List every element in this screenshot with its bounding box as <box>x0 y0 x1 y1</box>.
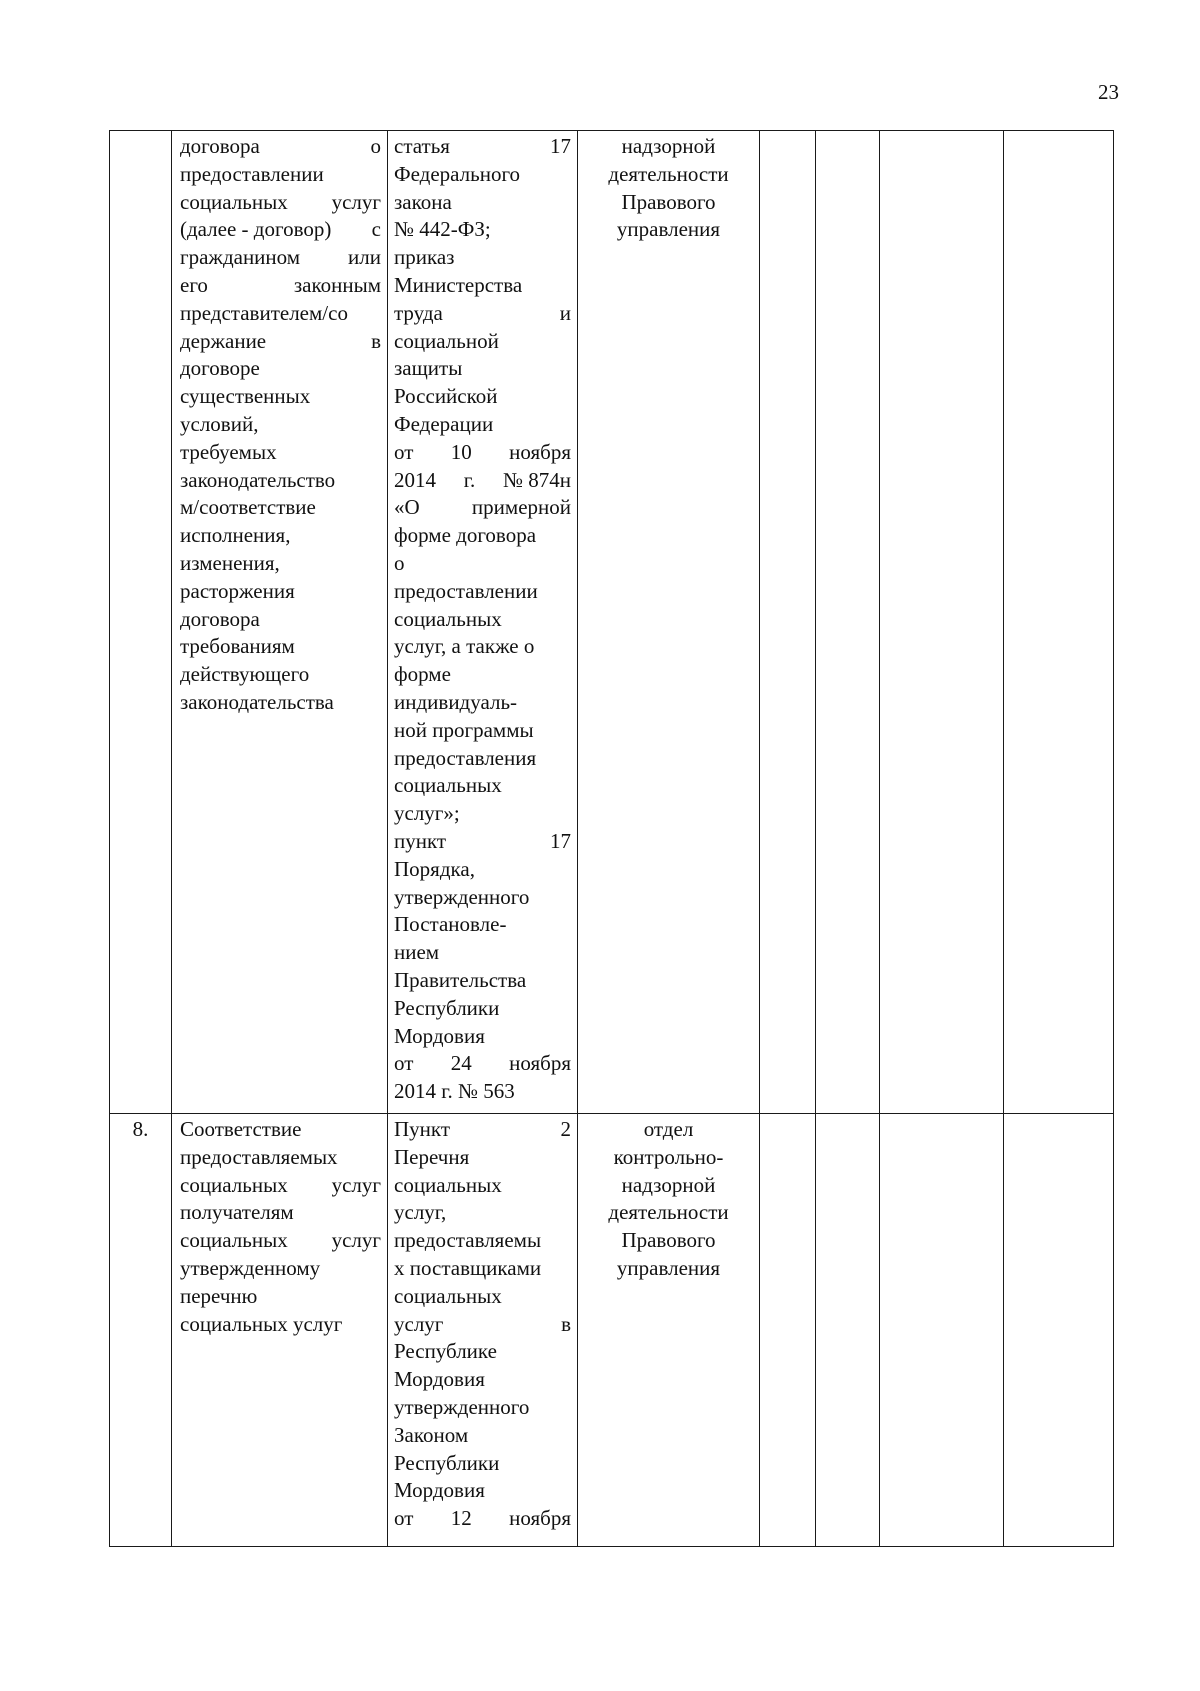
text-word: получателям <box>180 1200 294 1225</box>
text-word: 12 <box>450 1506 472 1531</box>
text-word: 10 <box>450 439 472 464</box>
text-word: ноября <box>509 1506 571 1531</box>
text-line <box>180 1227 381 1255</box>
text-line <box>394 1311 571 1339</box>
text-word: законодательство <box>180 467 336 492</box>
text-word: от <box>394 1051 414 1076</box>
text-word: и <box>559 300 571 325</box>
text-line <box>394 661 571 689</box>
text-line <box>394 939 571 967</box>
text-word: договоре <box>180 356 260 381</box>
text-line <box>180 578 381 606</box>
text-line <box>180 606 381 634</box>
text-line <box>394 1366 571 1394</box>
text-word: предоставлении <box>180 161 324 186</box>
empty-cell <box>880 131 1004 1114</box>
text-line <box>394 494 571 522</box>
text-word: договора <box>180 134 260 158</box>
text-word: Правительства <box>394 967 527 992</box>
text-word: 17 <box>550 134 571 158</box>
text-word: социальных <box>394 773 502 798</box>
text-word: «О <box>394 495 420 520</box>
empty-cell <box>816 131 880 1114</box>
text-word: существенных <box>180 384 311 409</box>
text-word: Мордовия <box>394 1367 485 1392</box>
text-word: закона <box>394 189 452 214</box>
text-word: форме <box>394 662 451 687</box>
legal-basis-cell <box>388 1114 578 1547</box>
text-word: утвержденному <box>180 1255 321 1280</box>
text-word: 2014 <box>394 467 436 492</box>
text-line <box>180 1311 381 1339</box>
text-line <box>180 355 381 383</box>
text-line <box>394 355 571 383</box>
text-line <box>394 1078 571 1106</box>
text-line <box>394 1394 571 1422</box>
text-line <box>394 1227 571 1255</box>
text-line: Правового <box>621 1228 716 1253</box>
text-word: держание <box>180 328 267 353</box>
text-word: Постановле- <box>394 912 507 937</box>
text-line <box>394 884 571 912</box>
text-line <box>180 383 381 411</box>
empty-cell <box>760 131 816 1114</box>
text-line <box>394 133 571 161</box>
text-line <box>394 772 571 800</box>
text-word: или <box>348 245 381 270</box>
text-word: Министерства <box>394 272 523 297</box>
text-word: социальных <box>180 1228 288 1253</box>
row-number: 8. <box>132 1117 149 1141</box>
text-word: ноября <box>509 439 571 464</box>
text-word: предоставляемых <box>180 1144 338 1169</box>
text-word: ноября <box>509 1051 571 1076</box>
text-line <box>394 1144 571 1172</box>
text-word: Порядка, <box>394 856 475 881</box>
text-word: Федерации <box>394 411 494 436</box>
text-word: предоставляемы <box>394 1228 542 1253</box>
text-line: деятельности <box>608 1200 729 1225</box>
text-word: исполнения, <box>180 523 291 548</box>
text-line <box>394 1023 571 1051</box>
text-word: в <box>371 328 381 353</box>
text-word: Перечня <box>394 1144 470 1169</box>
text-word: социальных услуг <box>180 1311 343 1336</box>
text-line <box>180 272 381 300</box>
text-line <box>180 1172 381 1200</box>
text-word: от <box>394 1506 414 1531</box>
text-word: социальной <box>394 328 499 353</box>
text-word: форме договора <box>394 523 537 548</box>
text-word: законным <box>293 272 381 297</box>
text-word: услуг, а также о <box>394 634 535 659</box>
text-word: с <box>371 217 381 242</box>
text-word: защиты <box>394 356 463 381</box>
text-line <box>180 550 381 578</box>
text-word: Мордовия <box>394 1023 485 1048</box>
text-word: Пункт <box>394 1117 451 1141</box>
text-word: статья <box>394 134 450 158</box>
text-line <box>180 1116 381 1144</box>
text-word: о <box>394 550 405 575</box>
text-line <box>394 1450 571 1478</box>
text-line <box>394 633 571 661</box>
text-line <box>180 189 381 217</box>
text-line: надзорной <box>621 134 716 158</box>
text-line <box>394 606 571 634</box>
text-line <box>394 328 571 356</box>
text-line: Правового <box>621 189 716 214</box>
text-line <box>394 244 571 272</box>
text-line <box>180 300 381 328</box>
text-line <box>394 550 571 578</box>
text-word: Мордовия <box>394 1478 485 1503</box>
text-line <box>394 300 571 328</box>
text-word: Российской <box>394 384 498 409</box>
text-word: предоставлении <box>394 578 538 603</box>
text-word: услуг <box>331 1172 381 1197</box>
text-line <box>394 995 571 1023</box>
text-line <box>394 1477 571 1505</box>
text-word: представителем/со <box>180 300 348 325</box>
text-line <box>394 467 571 495</box>
text-line <box>394 1255 571 1283</box>
text-line <box>394 1172 571 1200</box>
text-line <box>180 1199 381 1227</box>
text-line <box>394 1050 571 1078</box>
text-line <box>180 133 381 161</box>
text-line <box>394 189 571 217</box>
text-word: действующего <box>180 662 310 687</box>
text-word: требуемых <box>180 439 277 464</box>
text-line <box>180 1144 381 1172</box>
text-word: примерной <box>471 495 571 520</box>
text-word: предоставления <box>394 745 537 770</box>
text-line: надзорной <box>621 1172 716 1197</box>
text-line <box>394 745 571 773</box>
text-word: Законом <box>394 1422 469 1447</box>
text-word: утвержденного <box>394 884 530 909</box>
text-line <box>180 411 381 439</box>
responsible-unit-cell <box>578 131 760 1114</box>
text-line <box>180 244 381 272</box>
text-line <box>180 161 381 189</box>
text-line: управления <box>616 217 721 242</box>
text-line <box>394 578 571 606</box>
text-word: гражданином <box>180 245 301 270</box>
subject-cell <box>172 1114 388 1547</box>
text-line: отдел <box>643 1117 694 1141</box>
text-word: перечню <box>180 1283 258 1308</box>
legal-basis-cell <box>388 131 578 1114</box>
text-word: законодательства <box>180 689 334 714</box>
text-line <box>180 689 381 717</box>
text-line: управления <box>616 1255 721 1280</box>
text-word: ной программы <box>394 717 534 742</box>
text-word: Республике <box>394 1339 497 1364</box>
text-word: его <box>180 272 208 297</box>
text-line <box>180 661 381 689</box>
table-row <box>110 131 1114 1114</box>
text-line <box>180 328 381 356</box>
text-word: г. <box>463 467 476 492</box>
text-line: контрольно- <box>613 1144 724 1169</box>
text-line <box>394 828 571 856</box>
text-line <box>394 1338 571 1366</box>
text-word: нием <box>394 940 440 965</box>
page-number: 23 <box>1098 80 1119 104</box>
text-word: 2014 г. № 563 <box>394 1079 515 1104</box>
text-line <box>394 1422 571 1450</box>
text-word: Республики <box>394 995 500 1020</box>
row-number-cell <box>110 131 172 1114</box>
text-word: приказ <box>394 245 455 270</box>
text-line <box>394 383 571 411</box>
text-word: расторжения <box>180 578 295 603</box>
text-word: Республики <box>394 1450 500 1475</box>
text-line <box>394 216 571 244</box>
row-number-cell <box>110 1114 172 1547</box>
text-word: Соответствие <box>180 1117 302 1141</box>
text-word: изменения, <box>180 550 280 575</box>
text-line <box>394 161 571 189</box>
text-line <box>180 467 381 495</box>
text-word: услуг <box>394 1311 444 1336</box>
text-word: социальных <box>394 606 502 631</box>
empty-cell <box>760 1114 816 1547</box>
text-word: социальных <box>394 1172 502 1197</box>
text-line <box>394 1283 571 1311</box>
text-line <box>394 717 571 745</box>
text-line <box>394 800 571 828</box>
subject-cell <box>172 131 388 1114</box>
text-word: м/соответствие <box>180 495 316 520</box>
text-word: утвержденного <box>394 1394 530 1419</box>
text-line <box>394 411 571 439</box>
text-word: о <box>370 134 381 158</box>
text-word: Федерального <box>394 161 521 186</box>
empty-cell <box>880 1114 1004 1547</box>
text-word: индивидуаль- <box>394 689 518 714</box>
text-word: услуг»; <box>394 801 460 826</box>
text-line <box>180 216 381 244</box>
text-line <box>394 967 571 995</box>
text-word: условий, <box>180 411 259 436</box>
text-line <box>394 439 571 467</box>
text-line <box>180 1283 381 1311</box>
text-word: от <box>394 439 414 464</box>
responsible-unit-cell <box>578 1114 760 1547</box>
text-word: услуг <box>331 189 381 214</box>
text-line <box>180 439 381 467</box>
text-line: деятельности <box>608 161 729 186</box>
text-word: услуг, <box>394 1200 447 1225</box>
text-word: в <box>561 1311 571 1336</box>
text-line <box>180 633 381 661</box>
text-word: 2 <box>560 1117 571 1141</box>
text-word: 17 <box>550 828 571 853</box>
table-row <box>110 1114 1114 1547</box>
text-word: требованиям <box>180 634 295 659</box>
text-word: (далее - договор) <box>180 217 332 242</box>
text-word: социальных <box>394 1283 502 1308</box>
text-line <box>394 1199 571 1227</box>
text-word: услуг <box>331 1228 381 1253</box>
text-line <box>180 494 381 522</box>
text-word: социальных <box>180 189 288 214</box>
text-word: 24 <box>450 1051 472 1076</box>
text-word: договора <box>180 606 260 631</box>
text-line <box>394 689 571 717</box>
inspection-table <box>109 130 1114 1547</box>
text-word: пункт <box>394 828 447 853</box>
text-line <box>394 911 571 939</box>
text-line <box>394 522 571 550</box>
text-line <box>394 1116 571 1144</box>
text-line <box>394 1505 571 1533</box>
text-word: № 442-ФЗ; <box>394 217 491 242</box>
empty-cell <box>1004 131 1114 1114</box>
empty-cell <box>1004 1114 1114 1547</box>
text-word: социальных <box>180 1172 288 1197</box>
text-line <box>180 522 381 550</box>
text-line <box>394 272 571 300</box>
text-line <box>180 1255 381 1283</box>
text-word: х поставщиками <box>394 1255 542 1280</box>
text-word: № 874н <box>502 467 571 492</box>
text-word: труда <box>394 300 443 325</box>
text-line <box>394 856 571 884</box>
empty-cell <box>816 1114 880 1547</box>
